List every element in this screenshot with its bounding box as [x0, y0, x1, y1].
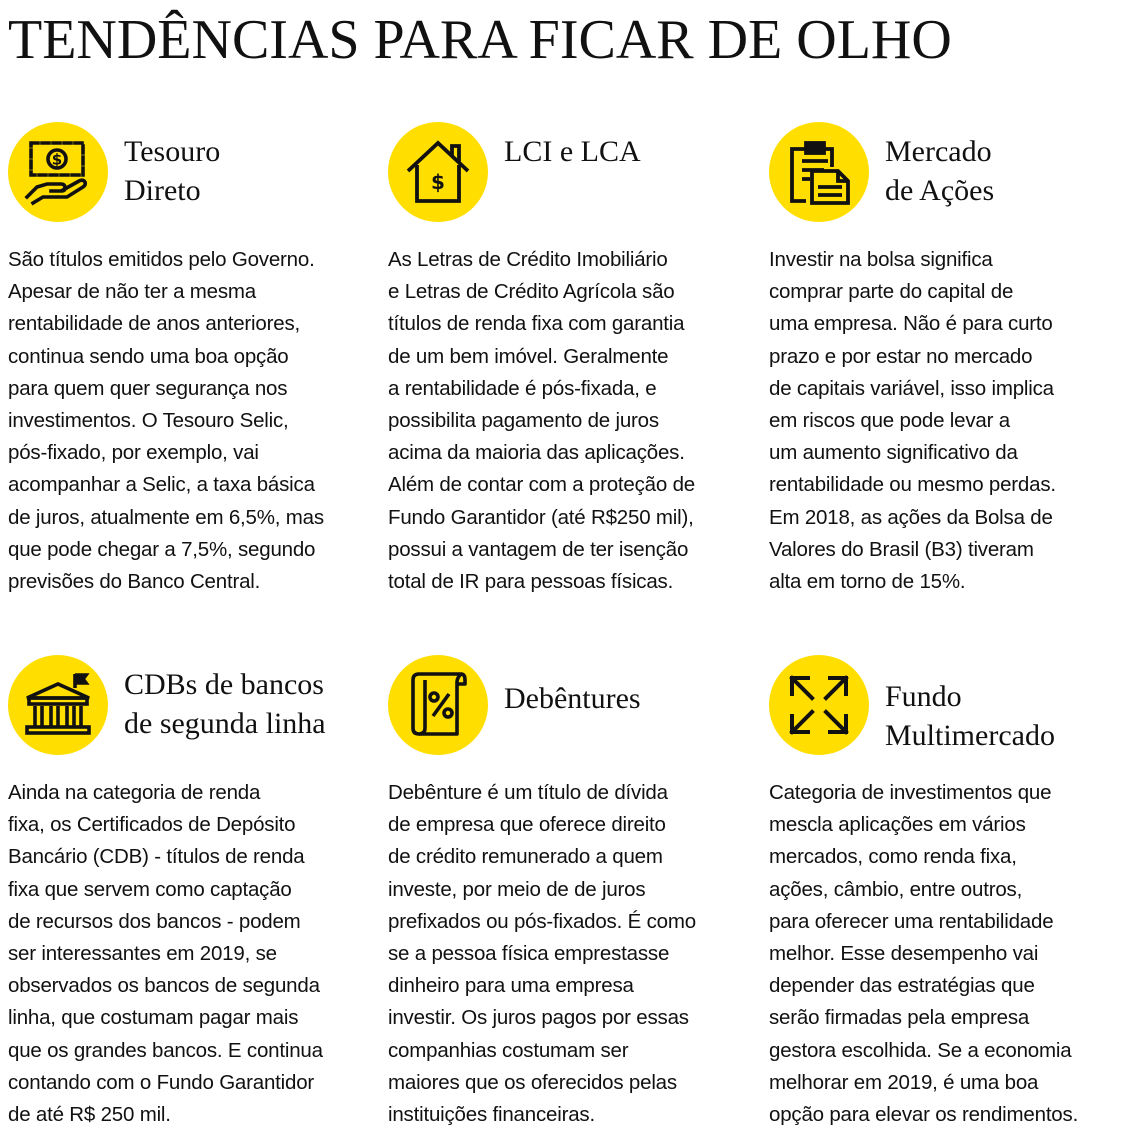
card-title: Debêntures [504, 682, 641, 715]
house-dollar-icon [388, 122, 488, 222]
bank-building-icon [8, 655, 108, 755]
card-text: Ainda na categoria de renda fixa, os Certificados de Depósito Bancário (CDB) - títulos de renda fixa que servem como captação de recursos dos bancos - podem ser interessantes em 2019, se observados os bancos de segunda linha, que costumam pagar mais que os grandes bancos. E continua contando com o Fundo Garantidor de até R$ 250 mil. [8, 781, 323, 1127]
svg-text:$: $ [431, 170, 445, 194]
card-text: Debênture é um título de dívida de empresa que oferece direito de crédito remunerado a quem investe, por meio de de juros prefixados ou pós-fixados. É como se a pessoa física emprestasse dinheiro para uma empresa investir. Os juros pagos por essas companhias costumam ser maiores que os oferecidos pelas instituições financeiras. [388, 781, 696, 1127]
svg-text:$: $ [51, 150, 63, 169]
percent-scroll-icon [388, 655, 488, 755]
expand-arrows-icon [769, 655, 869, 755]
card-text: Categoria de investimentos que mescla aplicações em vários mercados, como renda fixa, ações, câmbio, entre outros, para oferecer uma rentabilidade melhor. Esse desempenho vai depender das estratégias que serão firmadas pela empresa gestora escolhida. Se a economia melhorar em 2019, é uma boa opção para elevar os rendimentos. [769, 781, 1079, 1127]
money-hand-icon [8, 122, 108, 222]
card-text: As Letras de Crédito Imobiliário e Letras de Crédito Agrícola são títulos de renda fixa com garantia de um bem imóvel. Geralmente a rentabilidade é pós-fixada, e possibilita pagamento de juros acima da maioria das aplicações. Além de contar com a proteção de Fundo Garantidor (até R$250 mil), possui a vantagem de ter isenção total de IR para pessoas físicas. [388, 248, 695, 594]
card-title: LCI e LCA [504, 135, 641, 168]
card-title: CDBs de bancos de segunda linha [124, 668, 326, 740]
card-cdbs [8, 655, 378, 1127]
card-title: Tesouro Direto [124, 135, 221, 207]
clipboard-document-icon [769, 122, 869, 222]
card-title: Fundo Multimercado [885, 680, 1055, 752]
card-text: São títulos emitidos pelo Governo. Apesar de não ter a mesma rentabilidade de anos anteriores, continua sendo uma boa opção para quem quer segurança nos investimentos. O Tesouro Selic, pós-fixado, por exemplo, vai acompanhar a Selic, a taxa básica de juros, atualmente em 6,5%, mas que pode chegar a 7,5%, segundo previsões do Banco Central. [8, 248, 324, 594]
card-tesouro-direto [8, 122, 378, 594]
card-text: Investir na bolsa significa comprar parte do capital de uma empresa. Não é para curto prazo e por estar no mercado de capitais variável, isso implica em riscos que pode levar a um aumento significativo da rentabilidade ou mesmo perdas. Em 2018, as ações da Bolsa de Valores do Brasil (B3) tiveram alta em torno de 15%. [769, 248, 1056, 594]
card-debentures [388, 655, 758, 1127]
card-mercado-de-acoes [769, 122, 1139, 594]
page-title: TENDÊNCIAS PARA FICAR DE OLHO [8, 9, 952, 71]
card-lci-lca [388, 122, 758, 594]
card-title: Mercado de Ações [885, 135, 995, 207]
card-fundo-multimercado [769, 655, 1139, 1127]
